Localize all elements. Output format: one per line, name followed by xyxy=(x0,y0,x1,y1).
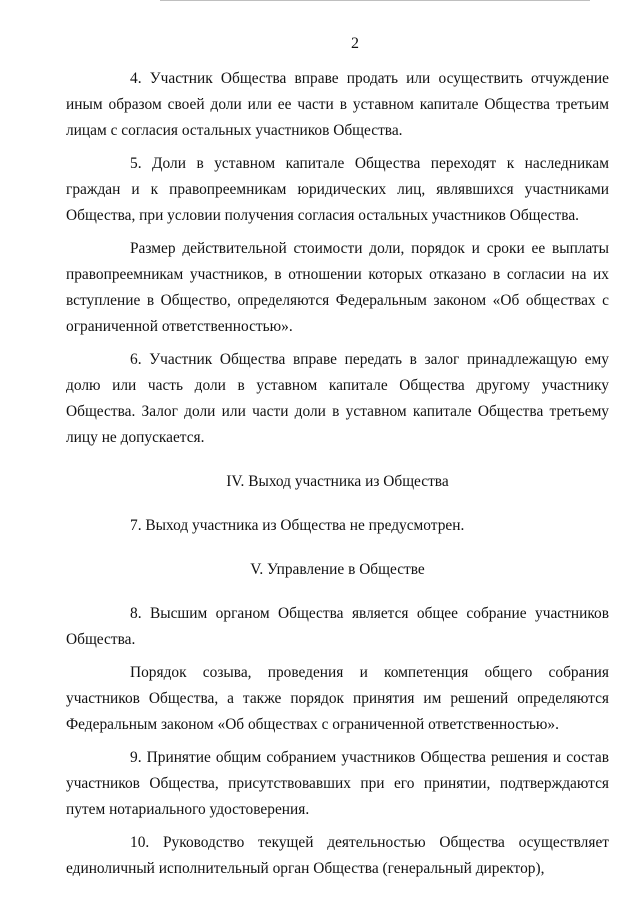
scan-top-border xyxy=(160,0,590,1)
paragraph-clause-7: 7. Выход участника из Общества не предусмотрен. xyxy=(130,517,465,534)
section-heading-v: V. Управление в Обществе xyxy=(250,561,425,578)
paragraph-clause-6: 6. Участник Общества вправе передать в залог принадлежащую ему долю или часть доли в уставном капитале Общества другому участнику Общества. Залог доли или части доли в уставном капитале Общества третьему лицу не допускается. xyxy=(66,351,609,446)
paragraph-clause-9: 9. Принятие общим собранием участников Общества решения и состав участников Общества, присутствовавших при его принятии, подтверждаются путем нотариального удостоверения. xyxy=(66,749,609,818)
paragraph-clause-4: 4. Участник Общества вправе продать или осуществить отчуждение иным образом своей доли или ее части в уставном капитале Общества третьим лицам с согласия остальных участников Общества. xyxy=(66,70,609,139)
paragraph-meeting-procedure: Порядок созыва, проведения и компетенция общего собрания участников Общества, а также порядок принятия им решений определяются Федеральным законом «Об обществах с ограниченной ответственностью». xyxy=(66,664,609,733)
paragraph-clause-10: 10. Руководство текущей деятельностью Общества осуществляет единоличный исполнительный орган Общества (генеральный директор), xyxy=(66,834,609,877)
paragraph-clause-5: 5. Доли в уставном капитале Общества переходят к наследникам граждан и к правопреемникам юридических лиц, являвшихся участниками Общества, при условии получения согласия остальных участников Общества. xyxy=(66,155,609,224)
section-heading-iv: IV. Выход участника из Общества xyxy=(226,473,449,490)
document-body xyxy=(66,66,609,882)
paragraph-share-value: Размер действительной стоимости доли, порядок и сроки ее выплаты правопреемникам участников, в отношении которых отказано в согласии на их вступление в Общество, определяются Федеральным законом «Об обществах с ограниченной ответственностью». xyxy=(66,240,609,335)
page-number: 2 xyxy=(351,35,359,52)
paragraph-clause-8: 8. Высшим органом Общества является общее собрание участников Общества. xyxy=(66,605,609,648)
